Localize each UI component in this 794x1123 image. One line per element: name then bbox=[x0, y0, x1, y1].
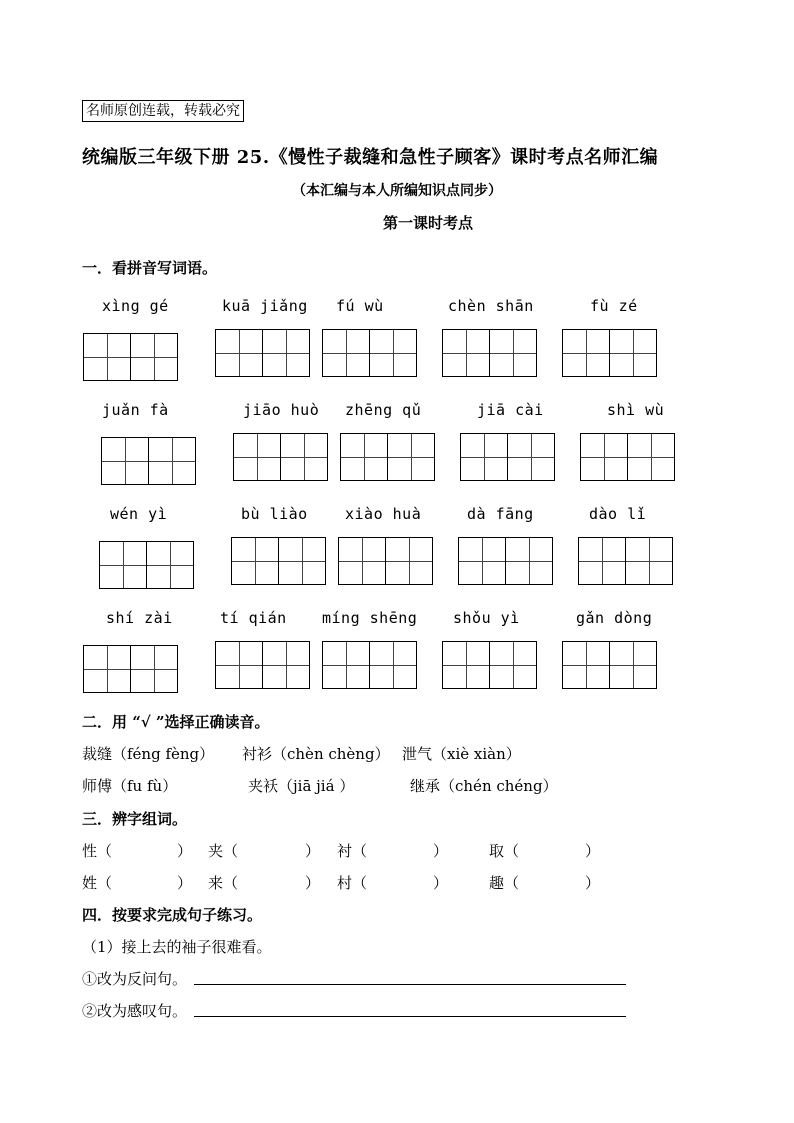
pinyin-label: shí zài bbox=[106, 609, 173, 627]
page-subtitle: （本汇编与本人所编知识点同步） bbox=[292, 183, 502, 199]
pinyin-label: jiāo huò bbox=[243, 401, 320, 419]
writing-cell[interactable] bbox=[385, 537, 433, 585]
writing-cell[interactable] bbox=[562, 329, 610, 377]
writing-cell[interactable] bbox=[442, 641, 490, 689]
writing-cell[interactable] bbox=[369, 329, 417, 377]
pinyin-label: fú wù bbox=[336, 297, 384, 315]
word-blank-open[interactable]: 姓（ bbox=[82, 874, 113, 892]
section-4-heading: 四．按要求完成句子练习。 bbox=[82, 906, 263, 924]
word-blank-close: ） bbox=[433, 874, 449, 892]
pinyin-label: jiā cài bbox=[477, 401, 544, 419]
writing-grid[interactable] bbox=[458, 537, 552, 585]
writing-cell[interactable] bbox=[562, 641, 610, 689]
word-blank-close: ） bbox=[305, 874, 321, 892]
writing-cell[interactable] bbox=[489, 641, 537, 689]
writing-cell[interactable] bbox=[322, 641, 370, 689]
writing-cell[interactable] bbox=[262, 329, 310, 377]
writing-cell[interactable] bbox=[507, 433, 555, 481]
writing-cell[interactable] bbox=[369, 641, 417, 689]
word-blank-open[interactable]: 性（ bbox=[82, 842, 113, 860]
word-blank-open[interactable]: 取（ bbox=[489, 842, 520, 860]
writing-grid[interactable] bbox=[580, 433, 674, 481]
lesson-heading: 第一课时考点 bbox=[383, 214, 474, 232]
section-1-heading: 一．看拼音写词语。 bbox=[82, 259, 218, 277]
writing-cell[interactable] bbox=[609, 641, 657, 689]
writing-cell[interactable] bbox=[101, 437, 149, 485]
pinyin-label: gǎn dòng bbox=[576, 609, 653, 627]
writing-grid[interactable] bbox=[83, 645, 177, 693]
writing-cell[interactable] bbox=[340, 433, 388, 481]
writing-cell[interactable] bbox=[130, 333, 178, 381]
writing-grid[interactable] bbox=[562, 641, 656, 689]
page-title: 统编版三年级下册 25.《慢性子裁缝和急性子顾客》课时考点名师汇编 bbox=[82, 147, 659, 168]
writing-cell[interactable] bbox=[625, 537, 673, 585]
writing-grid[interactable] bbox=[215, 641, 309, 689]
word-blank-close: ） bbox=[585, 874, 601, 892]
pinyin-label: shǒu yì bbox=[453, 609, 520, 627]
pinyin-label: zhēng qǔ bbox=[345, 401, 422, 419]
section-3-heading: 三．辨字组词。 bbox=[82, 810, 188, 828]
pinyin-label: shì wù bbox=[607, 401, 665, 419]
writing-grid[interactable] bbox=[322, 329, 416, 377]
pronunciation-choice[interactable]: 衬衫（chèn chèng） bbox=[242, 745, 390, 763]
pinyin-label: xìng gé bbox=[102, 297, 169, 315]
writing-grid[interactable] bbox=[442, 329, 536, 377]
writing-cell[interactable] bbox=[280, 433, 328, 481]
word-blank-close: ） bbox=[433, 842, 449, 860]
writing-cell[interactable] bbox=[458, 537, 506, 585]
writing-cell[interactable] bbox=[148, 437, 196, 485]
word-blank-close: ） bbox=[305, 842, 321, 860]
writing-cell[interactable] bbox=[578, 537, 626, 585]
pinyin-label: kuā jiǎng bbox=[222, 297, 308, 315]
writing-cell[interactable] bbox=[580, 433, 628, 481]
word-blank-open[interactable]: 衬（ bbox=[337, 842, 368, 860]
pronunciation-choice[interactable]: 泄气（xiè xiàn） bbox=[402, 745, 521, 763]
writing-grid[interactable] bbox=[562, 329, 656, 377]
pinyin-label: xiào huà bbox=[345, 505, 422, 523]
writing-grid[interactable] bbox=[460, 433, 554, 481]
pinyin-label: chèn shān bbox=[448, 297, 534, 315]
pinyin-label: juǎn fà bbox=[102, 401, 169, 419]
writing-cell[interactable] bbox=[83, 333, 131, 381]
writing-cell[interactable] bbox=[627, 433, 675, 481]
writing-grid[interactable] bbox=[442, 641, 536, 689]
writing-grid[interactable] bbox=[233, 433, 327, 481]
writing-cell[interactable] bbox=[442, 329, 490, 377]
pinyin-label: fù zé bbox=[590, 297, 638, 315]
section-2-heading: 二．用 “√ ”选择正确读音。 bbox=[82, 713, 270, 731]
writing-cell[interactable] bbox=[215, 641, 263, 689]
question-text: （1）接上去的袖子很难看。 bbox=[82, 938, 272, 956]
writing-cell[interactable] bbox=[338, 537, 386, 585]
pronunciation-choice[interactable]: 夹袄（jiā jiá ） bbox=[248, 777, 355, 795]
word-blank-open[interactable]: 趣（ bbox=[489, 874, 520, 892]
writing-grid[interactable] bbox=[83, 333, 177, 381]
writing-cell[interactable] bbox=[609, 329, 657, 377]
writing-cell[interactable] bbox=[146, 541, 194, 589]
writing-grid[interactable] bbox=[578, 537, 672, 585]
word-blank-open[interactable]: 来（ bbox=[208, 874, 239, 892]
pinyin-label: wén yì bbox=[110, 505, 168, 523]
writing-grid[interactable] bbox=[101, 437, 195, 485]
writing-cell[interactable] bbox=[233, 433, 281, 481]
word-blank-open[interactable]: 夹（ bbox=[208, 842, 239, 860]
writing-grid[interactable] bbox=[340, 433, 434, 481]
word-blank-close: ） bbox=[177, 874, 193, 892]
writing-cell[interactable] bbox=[505, 537, 553, 585]
word-blank-close: ） bbox=[177, 842, 193, 860]
writing-grid[interactable] bbox=[322, 641, 416, 689]
writing-grid[interactable] bbox=[215, 329, 309, 377]
writing-cell[interactable] bbox=[322, 329, 370, 377]
task-label: ①改为反问句。 bbox=[82, 970, 188, 988]
writing-cell[interactable] bbox=[278, 537, 326, 585]
writing-cell[interactable] bbox=[130, 645, 178, 693]
task-label: ②改为感叹句。 bbox=[82, 1002, 188, 1020]
pronunciation-choice[interactable]: 裁缝（féng fèng） bbox=[82, 745, 215, 763]
pinyin-label: dà fāng bbox=[467, 505, 534, 523]
pinyin-label: tí qián bbox=[220, 609, 287, 627]
word-blank-open[interactable]: 村（ bbox=[337, 874, 368, 892]
writing-cell[interactable] bbox=[460, 433, 508, 481]
writing-cell[interactable] bbox=[83, 645, 131, 693]
copyright-stamp: 名师原创连载，转载必究 bbox=[82, 100, 244, 122]
writing-cell[interactable] bbox=[387, 433, 435, 481]
writing-grid[interactable] bbox=[231, 537, 325, 585]
pronunciation-choice[interactable]: 师傅（fu fù） bbox=[82, 777, 178, 795]
word-blank-close: ） bbox=[585, 842, 601, 860]
writing-cell[interactable] bbox=[489, 329, 537, 377]
writing-cell[interactable] bbox=[231, 537, 279, 585]
pronunciation-choice[interactable]: 继承（chén chéng） bbox=[410, 777, 558, 795]
pinyin-label: dào lǐ bbox=[589, 505, 647, 523]
writing-cell[interactable] bbox=[99, 541, 147, 589]
writing-cell[interactable] bbox=[215, 329, 263, 377]
answer-line[interactable] bbox=[194, 1016, 626, 1017]
pinyin-label: míng shēng bbox=[322, 609, 418, 627]
pinyin-label: bù liào bbox=[241, 505, 308, 523]
writing-cell[interactable] bbox=[262, 641, 310, 689]
answer-line[interactable] bbox=[194, 984, 626, 985]
writing-grid[interactable] bbox=[99, 541, 193, 589]
writing-grid[interactable] bbox=[338, 537, 432, 585]
